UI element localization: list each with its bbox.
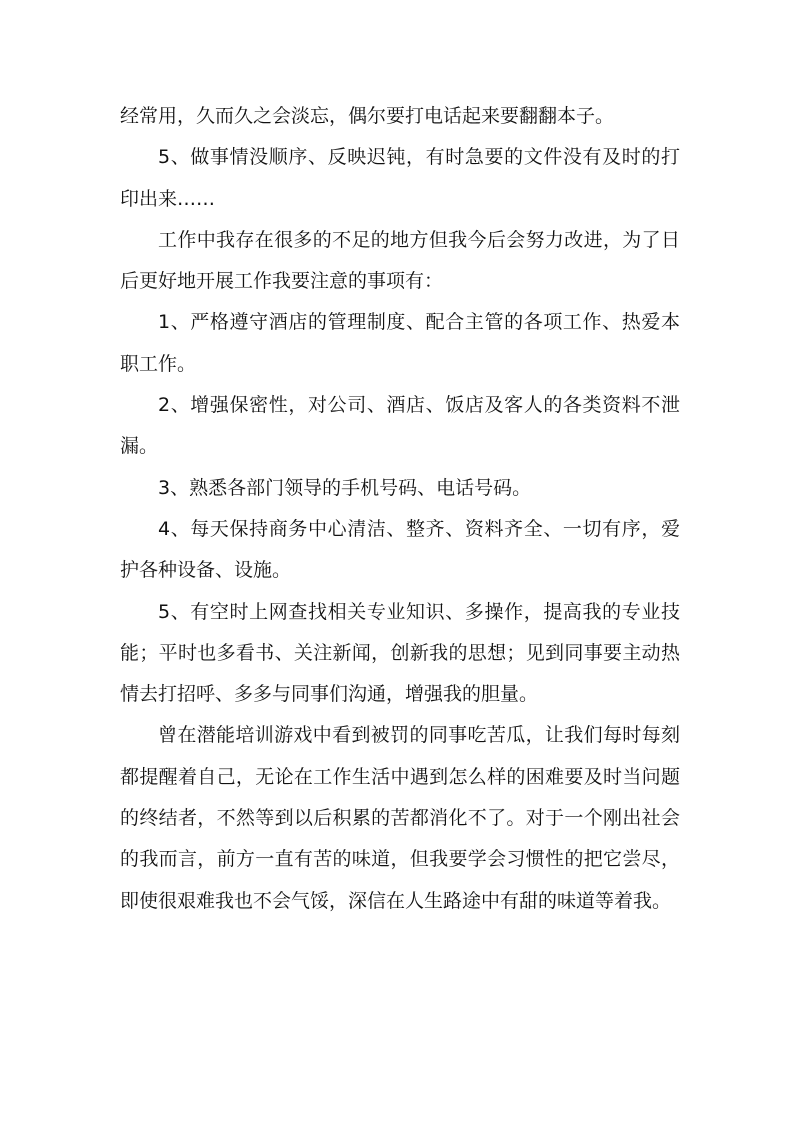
paragraph-item-1: 1、严格遵守酒店的管理制度、配合主管的各项工作、热爱本职工作。: [120, 311, 680, 375]
paragraph-item-4: 4、每天保持商务中心清洁、整齐、资料齐全、一切有序，爱护各种设备、设施。: [120, 517, 680, 582]
paragraph-item-2: 2、增强保密性，对公司、酒店、饭店及客人的各类资料不泄漏。: [120, 394, 680, 458]
paragraph-shortcoming-5: 5、做事情没顺序、反映迟钝，有时急要的文件没有及时的打印出来……: [120, 146, 680, 210]
document-body: [120, 96, 680, 922]
paragraph-conclusion: 曾在潜能培训游戏中看到被罚的同事吃苦瓜，让我们每时每刻都提醒着自己，无论在工作生活中遇到怎么样的困难要及时当问题的终结者，不然等到以后积累的苦都消化不了。对于一个刚出社会的我而言，前方一直有苦的味道，但我要学会习惯性的把它尝尽，即使很艰难我也不会气馁，深信在人生路途中有甜的味道等着我。: [120, 724, 680, 912]
paragraph-improvement-intro: 工作中我存在很多的不足的地方但我今后会努力改进，为了日后更好地开展工作我要注意的事项有：: [120, 228, 680, 293]
paragraph-item-5: 5、有空时上网查找相关专业知识、多操作，提高我的专业技能；平时也多看书、关注新闻，创新我的思想；见到同事要主动热情去打招呼、多多与同事们沟通，增强我的胆量。: [120, 600, 680, 706]
paragraph-continuation: 经常用，久而久之会淡忘，偶尔要打电话起来要翻翻本子。: [120, 105, 615, 127]
paragraph-item-3: 3、熟悉各部门领导的手机号码、电话号码。: [158, 476, 532, 499]
